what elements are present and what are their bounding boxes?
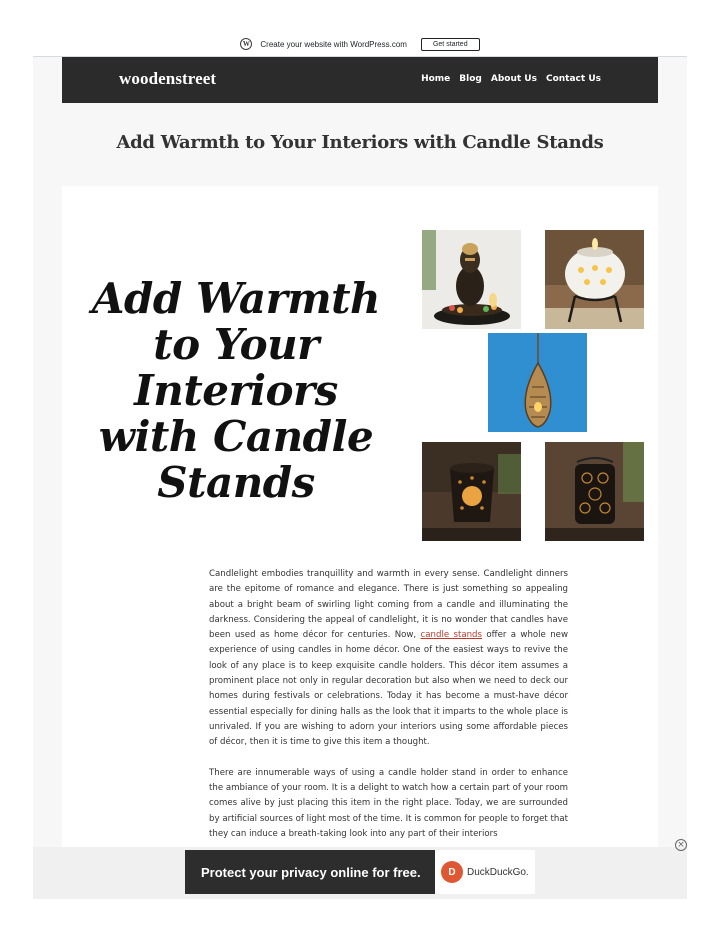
site-brand[interactable]: woodenstreet — [119, 69, 217, 88]
article-paragraph — [209, 567, 568, 751]
wordpress-promo-bar — [0, 33, 720, 55]
filigree-lantern-photo — [545, 442, 644, 541]
ad-text: Protect your privacy online for free. — [201, 864, 421, 880]
ad-brand — [435, 850, 535, 894]
wp-promo-text[interactable]: Create your website with WordPress.com — [260, 39, 407, 49]
paragraph-text: Candlelight embodies tranquillity and warmth in every sense. Candlelight dinners are the epitome of romance and elegance. There is just something so appealing about a bright beam of swirling light coming from a candle and illuminating the darkness. Considering the appeal of candlelight, it is no wonder that candles have been used as home décor for centuries. Now, — [209, 569, 568, 641]
close-icon[interactable]: × — [675, 839, 687, 851]
candle-stands-link[interactable]: candle stands — [420, 630, 482, 641]
main-menu — [421, 74, 601, 84]
article-paragraph: There are innumerable ways of using a candle holder stand in order to enhance the ambiance of your room. It is a delight to watch how a certain part of your room comes alive by just placing this item in the right place. Today, we are surrounded by artificial sources of light most of the time. It is common for people to forget that they can induce a breath-taking look into any part of their interiors — [209, 767, 568, 840]
dark-lantern-photo — [422, 442, 521, 541]
ad-brand-name: DuckDuckGo. — [467, 866, 529, 878]
hanging-lantern-photo — [488, 333, 587, 432]
post-card — [62, 186, 658, 847]
site-header — [62, 57, 658, 103]
page-frame — [33, 57, 687, 847]
page-title: Add Warmth to Your Interiors with Candle Stands — [116, 132, 604, 153]
duckduckgo-ad[interactable] — [185, 850, 535, 894]
duckduckgo-icon: D — [441, 861, 463, 883]
menu-item-about-us[interactable]: About Us — [490, 74, 537, 84]
white-candle-holder-photo — [545, 230, 644, 329]
ad-banner-bar — [33, 847, 687, 899]
article-body — [209, 567, 568, 858]
paragraph-text: offer a whole new experience of using candles in home décor. One of the easiest ways to revive the look of any place is to keep exquisite candle holders. This décor item assumes a prominent place not only in regular decoration but also when we need to deck our homes during festivals or celebrations. Today it has become a must-have décor essential especially for dining halls as the look that it imparts to the whole place is unrivaled. If you are wishing to adorn your interiors using some affordable pieces of décor, then it is time to give this item a thought. — [209, 630, 568, 748]
hero-heading-image: Add Warmth to Your Interiors with Candle Stands — [91, 274, 381, 507]
menu-item-home[interactable]: Home — [421, 74, 451, 84]
wordpress-icon[interactable]: W — [240, 38, 252, 50]
menu-item-contact-us[interactable]: Contact Us — [545, 74, 601, 84]
buddha-candle-photo — [422, 230, 521, 329]
menu-item-blog[interactable]: Blog — [459, 74, 482, 84]
get-started-button[interactable]: Get started — [421, 38, 480, 51]
